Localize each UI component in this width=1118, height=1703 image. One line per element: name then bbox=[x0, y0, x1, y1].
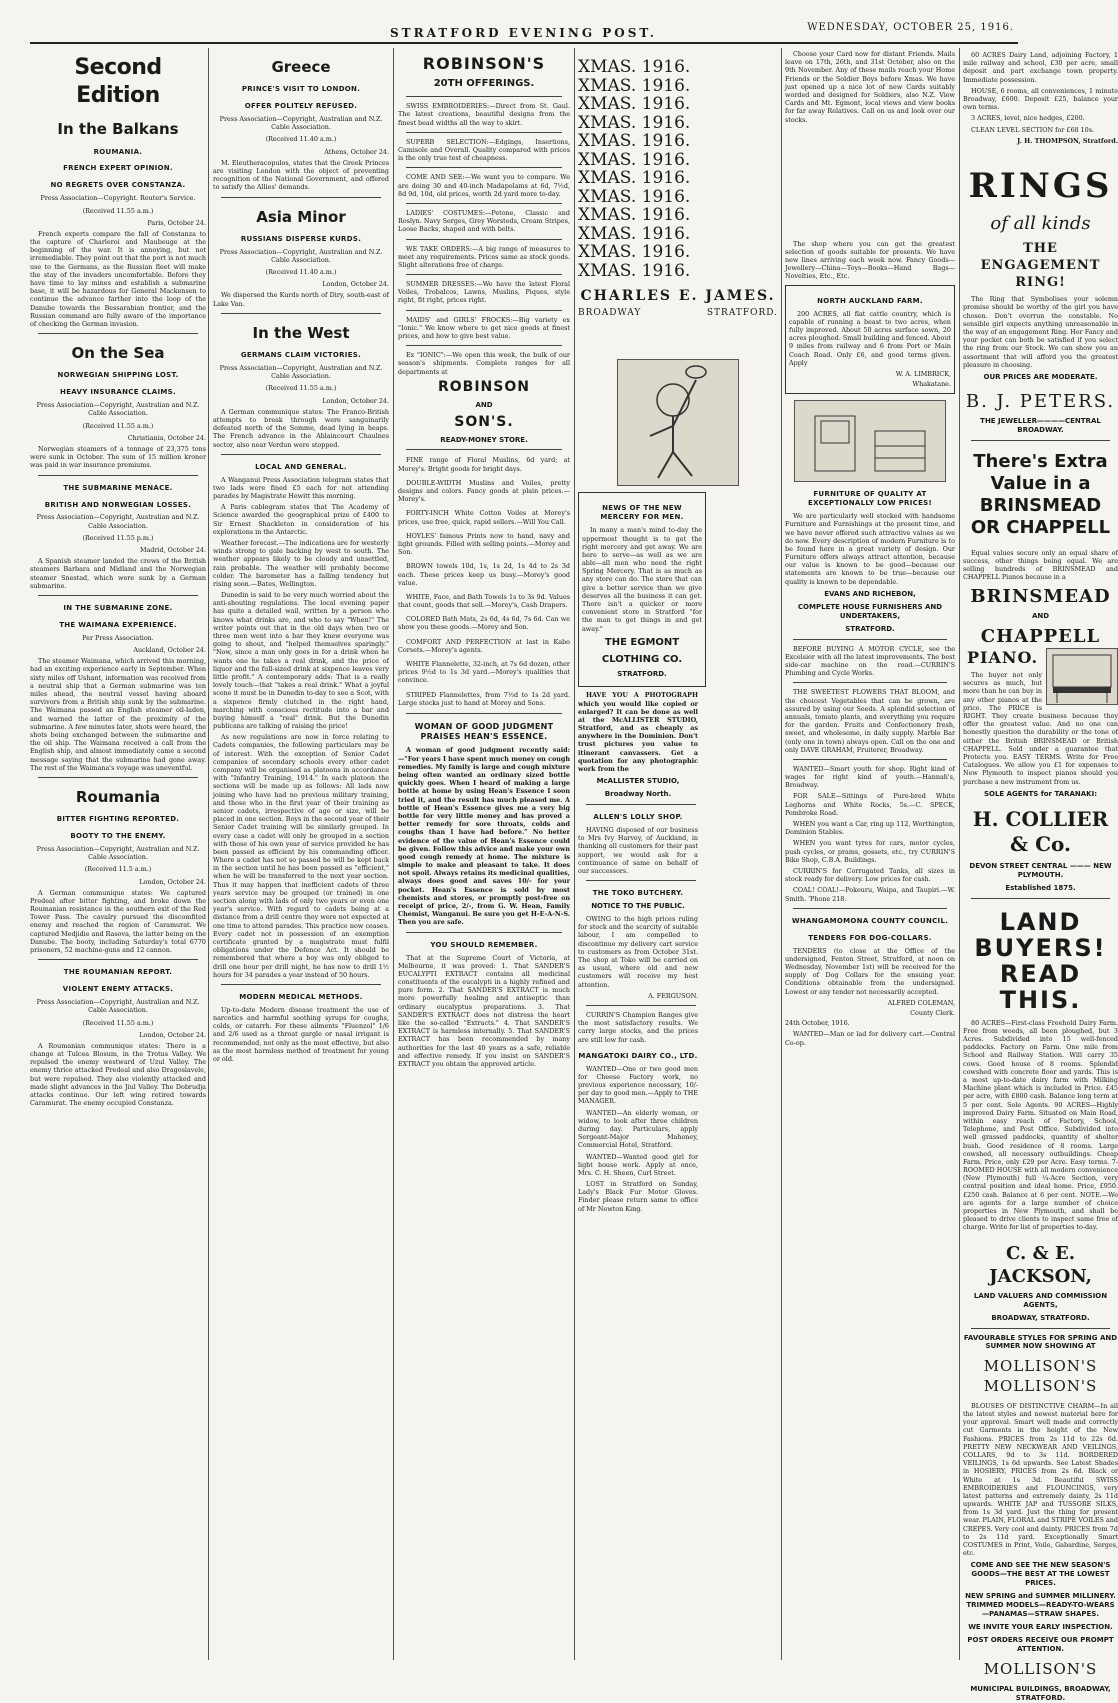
offerings-heading: 20TH OFFERINGS. bbox=[433, 78, 535, 90]
second-edition-heading: Second Edition bbox=[74, 55, 162, 109]
ad-paragraph: BLOUSES OF DISTINCTIVE CHARM—In all the latest styles and newest material here for your approval. Smart well made and correctly cut Garments in the height of the New Fashions. PRICES from 2s 11d to 22s 6d. PRETTY NEW NECKWEAR AND VEILINGS, COLLARS, 9d to 3s 11d. BORDERED VEILINGS, 1s 6d upwards. See Latest Shades in HOSIERY, PRICES from 2s 6d. Black or White at 1s 3d. Beautiful SWISS EMBROIDERIES and FLOUNCINGS, very latest patterns and extremely dainty, 2s 11d upwards. WHITE JAP and TUSSORE SILKS, from 1s 3d yard. Just the thing for present wear. PLAIN, FLORAL and STRIPE VOILES and CREPES. Very cool and dainty. PRICES from 7d to 2s 11d yard. Exceptionally Smart COSTUMES in Print, Voile, Gabardine, Serges, etc. bbox=[963, 1401, 1118, 1558]
morey-ad: COMFORT AND PERFECTION at last in Kabo Corsets.—Morey's agents. bbox=[398, 637, 570, 654]
subheading: OFFER POLITELY REFUSED. bbox=[244, 102, 358, 111]
issue-date: WEDNESDAY, OCTOBER 25, 1916. bbox=[807, 22, 1014, 33]
divider bbox=[793, 682, 947, 683]
divider bbox=[38, 959, 198, 960]
classified-ad: FOR SALE—Sittings of Pure-bred White Leghorns and White Rocks, 5s.—C. SPECK, Pembroke Road. bbox=[785, 792, 955, 817]
press-credit: Press Association—Copyright, Australian and N.Z. Cable Association. bbox=[219, 115, 383, 132]
xmas-line: XMAS. 1916. bbox=[578, 168, 691, 188]
xmas-line: XMAS. 1916. bbox=[578, 260, 691, 281]
jackson-description: LAND VALUERS AND COMMISSION AGENTS, bbox=[973, 1291, 1108, 1309]
mollisons-heading: MOLLISON'S MOLLISON'S bbox=[983, 1357, 1098, 1395]
classified-ad: WHEN you want a Car, ring up 112, Worthington, Dominion Stables. bbox=[785, 820, 955, 837]
classified-ad: WANTED—An elderly woman, or widow, to look after three children during day. Particulars, apply Sergeant-Major Mahoney, Commercial Hotel, Stratford. bbox=[578, 1108, 698, 1150]
divider bbox=[406, 96, 562, 97]
furniture-illustration bbox=[794, 400, 946, 482]
morey-ad: DOUBLE-WIDTH Muslins and Voiles, pretty designs and colors. Fancy goods at plain prices.—Morey's. bbox=[398, 478, 570, 504]
mollison-address: MUNICIPAL BUILDINGS, BROADWAY, STRATFORD. bbox=[970, 1685, 1111, 1703]
chappell-name: CHAPPELL bbox=[980, 625, 1101, 647]
robinson-name: ROBINSON bbox=[438, 378, 530, 395]
received-time: (Received 11.55 a.m.) bbox=[265, 384, 337, 393]
subheading: THE SUBMARINE MENACE. bbox=[63, 483, 173, 492]
evans-name: EVANS AND RICHEBON, bbox=[824, 589, 916, 598]
dateline: London, October 24. bbox=[139, 1030, 206, 1039]
ad-paragraph: The buyer not only secures as much, but more than he can buy in any other pianos at the price. The PRICE is RIGHT. They create business because they offer the greatest value. And no one can honestly question the durability or the tone of either the British BRINSMEAD or British CHAPPELL. Sold under a guarantee that Protects you. EASY TERMS. Write for Free Catalogues. We allow you £1 for expenses to New Plymouth to inspect pianos should you purchase a new instrument from us. bbox=[963, 671, 1118, 786]
divider bbox=[793, 759, 947, 760]
dancing-man-icon bbox=[618, 360, 738, 485]
xmas-line: XMAS. 1916. bbox=[578, 94, 691, 114]
classified-ad: CURRIN'S for Corrugated Tanks, all sizes in stock ready for delivery. Low prices for cash. bbox=[785, 866, 955, 884]
lolly-heading: ALLEN'S LOLLY SHOP. bbox=[593, 813, 683, 822]
subheading: BOOTY TO THE ENEMY. bbox=[70, 832, 166, 841]
classified-ad: COAL! COAL!—Pokeuru, Waipa, and Taupiri.—W. Smith. 'Phone 218. bbox=[785, 886, 955, 903]
article-paragraph: Weather forecast.—The indications are for westerly winds strong to gale backing by west to south. The weather appears likely to be cloudy and unsettled, rain probable. The weather will probably become colder. The barometer has a falling tendency but rising soon.—Bates, Wellington. bbox=[213, 538, 389, 588]
press-credit: Press Association—Copyright, Australian and N.Z. Cable Association. bbox=[36, 998, 200, 1015]
divider bbox=[793, 639, 947, 640]
press-credit: Press Association—Copyright, Australian and N.Z. Cable Association. bbox=[36, 844, 200, 862]
ad-paragraph: We are particularly well stocked with handsome Furniture and Furnishings at the present time, and we have never offered such attractive values as we do now. Every description of modern Furniture is to be found here in a great variety of design. Our Furniture offers always attract attention, because our value is known to be good—because our statements are known to be true—because our quality is known to be dependable. bbox=[785, 512, 955, 586]
column-war-news-1 bbox=[30, 48, 206, 1660]
broadway-label: BROADWAY bbox=[578, 307, 642, 318]
classified-ad: WANTED—Wanted good girl for light house work. Apply at once, Mrs. C. H. Sheen, Curl Street. bbox=[578, 1152, 698, 1177]
brinsmead-name: BRINSMEAD bbox=[970, 585, 1111, 607]
collier-address: DEVON STREET CENTRAL ——— NEW PLYMOUTH. bbox=[969, 861, 1112, 879]
ad-paragraph: SUMMER DRESSES:—We have the latest Floral Voiles, Trobalcos, Lawns, Muslins, Piques, style right, fit right, prices right. bbox=[398, 280, 570, 305]
tenders-heading: TENDERS FOR DOG-COLLARS. bbox=[808, 933, 932, 942]
asia-minor-heading: Asia Minor bbox=[256, 207, 346, 226]
divider bbox=[406, 274, 562, 275]
and-word: AND bbox=[475, 400, 493, 409]
evans-location: STRATFORD. bbox=[845, 624, 895, 633]
press-credit: Press Association—Copyright, Australian and N.Z. Cable Association. bbox=[219, 364, 383, 381]
furniture-icon bbox=[795, 401, 945, 481]
xmas-line: XMAS. 1916. bbox=[578, 149, 691, 170]
subheading: HEAVY INSURANCE CLAIMS. bbox=[60, 388, 176, 397]
divider bbox=[586, 1005, 696, 1006]
dateline: London, October 24. bbox=[139, 877, 206, 886]
divider bbox=[38, 475, 198, 476]
subheading: VIOLENT ENEMY ATTACKS. bbox=[62, 985, 174, 994]
subheading: MODERN MEDICAL METHODS. bbox=[239, 992, 363, 1001]
morey-ad: HOYLES' famous Prints now to hand, navy and light grounds. Filled with selling points.—Morey and Son. bbox=[398, 531, 570, 557]
studio-name: McALLISTER STUDIO, bbox=[596, 777, 680, 786]
received-time: (Received 11.55 a.m.) bbox=[82, 1018, 154, 1027]
jeweller-address: THE JEWELLER————CENTRAL BROADWAY. bbox=[980, 416, 1101, 434]
invite-line: WE INVITE YOUR EARLY INSPECTION. bbox=[968, 1623, 1113, 1632]
received-time: (Received 11.5 a.m.) bbox=[84, 865, 152, 874]
ad-paragraph: TENDERS (to close at the Office of the undersigned, Fenton Street, Stratford, at noon on Wednesday, November 1st) will be received for the supply of Dog Collars for the ensuing year. Conditions obtainable from the undersigned. Lowest or any tender not necessarily accepted. bbox=[785, 946, 955, 996]
divider bbox=[971, 898, 1110, 899]
column-war-news-2 bbox=[213, 48, 389, 1660]
xmas-cards-ad: Choose your Card now for distant Friends. Mails leave on 17th, 26th, and 31st October, also on the 9th November. Any of these mails reach your Home Friends or the Soldier Boys before Xmas. We have just opened up a nice lot of new Cards suitably worded and designed for Soldiers, also N.Z. View Cards and Mt. Egmont, local views and view books for far away Relatives. Call on us and look over our stocks. bbox=[785, 50, 955, 124]
morey-ad: COLORED Bath Mats, 2s 6d, 4s 6d, 7s 6d. Can we show you these goods.—Morey and Son. bbox=[398, 615, 570, 632]
classified-ad: BEFORE BUYING A MOTOR CYCLE, see the Excelsior with all the latest improvements. The best side-car machine on the road.—CURRIN'S Plumbing and Cycle Works. bbox=[785, 644, 955, 678]
classified-ad: 3 ACRES, level, nice hedges, £200. bbox=[971, 114, 1085, 123]
divider bbox=[221, 313, 381, 314]
subheading: BITTER FIGHTING REPORTED. bbox=[56, 815, 180, 824]
divider bbox=[406, 167, 562, 168]
whangamomona-heading: WHANGAMOMONA COUNTY COUNCIL. bbox=[791, 916, 949, 925]
divider bbox=[406, 132, 562, 133]
ad-paragraph: 200 ACRES, all flat cattle country, which is capable of running a beast to two acres, when fully improved. About 50 acres surface sown, 20 acres ploughed. Small building and fenced. About 9 miles from railway and 6 from Port or Main Coach Road. Only £6, and good terms given. Apply bbox=[789, 309, 951, 367]
mollison-name: MOLLISON'S bbox=[983, 1659, 1098, 1678]
divider bbox=[971, 440, 1110, 441]
newspaper-title: STRATFORD EVENING POST. bbox=[390, 26, 657, 40]
ad-paragraph: The Ring that Symbolises your solemn promise should be worthy of the girl you have chosen. Don't overrun the constable. No sensible girl expects anything unreasonable in the way of an engagement Ring. Her Fancy and your pocket can both be satisfied if you select the ring from our Stock. We can show you an assortment that will afford you the greatest pleasure in choosing. bbox=[963, 295, 1118, 369]
morey-ad: FORTY-INCH White Cotton Voiles at Morey's prices, use free, quick, rapid sellers.—Will You Call. bbox=[398, 509, 570, 526]
divider bbox=[406, 449, 562, 450]
column-display-ads bbox=[963, 48, 1118, 1703]
established-year: Established 1875. bbox=[1005, 883, 1076, 892]
subheading: BRITISH AND NORWEGIAN LOSSES. bbox=[44, 500, 192, 509]
column-divider bbox=[781, 48, 782, 1660]
press-credit: Press Association—Copyright, Australian and N.Z. Cable Association. bbox=[219, 247, 383, 264]
subheading: NORWEGIAN SHIPPING LOST. bbox=[57, 371, 179, 380]
furniture-heading: FURNITURE OF QUALITY AT EXCEPTIONALLY LOW PRICES! bbox=[807, 490, 933, 508]
subheading: GERMANS CLAIM VICTORIES. bbox=[240, 351, 362, 360]
divider bbox=[406, 239, 562, 240]
press-credit: Per Press Association. bbox=[82, 633, 154, 642]
press-credit: Press Association—Copyright, Australian and N.Z. Cable Association. bbox=[36, 401, 200, 418]
press-credit: Press Association—Copyright, Australian and N.Z. Cable Association. bbox=[36, 513, 200, 530]
received-time: (Received 11.40 a.m.) bbox=[265, 135, 337, 144]
ad-paragraph: Equal values secure only an equal share of success, other things being equal. We are selling hundreds of BRINSMEAD and CHAPPELL Pianos because in a bbox=[963, 548, 1118, 582]
remember-heading: YOU SHOULD REMEMBER. bbox=[430, 940, 538, 949]
robinsons-heading: ROBINSON'S bbox=[422, 54, 546, 73]
ad-paragraph: HAVE YOU A PHOTOGRAPH which you would like copied or enlarged? It can be done as well at the McALLISTER STUDIO, Stratford, and as cheaply as anywhere in the Dominion. Don't trust pictures you value to itinerant canvassers. Get a quotation for any photographic work from the bbox=[578, 691, 698, 773]
ad-paragraph: Ex "IONIC":—We open this week, the bulk of our season's shipments. Complete ranges for all departments at bbox=[398, 351, 570, 376]
read-this-line: READ THIS. bbox=[999, 959, 1082, 1014]
millinery-line: NEW SPRING and SUMMER MILLINERY. TRIMMED MODELS—READY-TO-WEARS—PANAMAS—STRAW SHAPES. bbox=[965, 1592, 1116, 1619]
masthead-rule bbox=[30, 42, 1018, 44]
divider bbox=[38, 333, 198, 334]
divider bbox=[406, 203, 562, 204]
classified-ad: WANTED—Man or lad for delivery cart.—Central Co-op. bbox=[785, 1030, 955, 1047]
collier-name: H. COLLIER & Co. bbox=[972, 806, 1109, 857]
divider bbox=[221, 454, 381, 455]
column-robinsons-ads bbox=[398, 48, 570, 1660]
column-divider bbox=[393, 48, 394, 1660]
jackson-name: C. & E. JACKSON, bbox=[989, 1242, 1092, 1287]
xmas-list bbox=[578, 58, 778, 280]
dateline: Madrid, October 24. bbox=[139, 546, 206, 555]
morey-ad: BROWN towels 10d, 1s, 1s 2d, 1s 4d to 2s 3d each. These prices keep us busy.—Morey's good value. bbox=[398, 562, 570, 587]
dateline: Paris, October 24. bbox=[147, 218, 206, 227]
divider bbox=[793, 908, 947, 909]
charles-james-shop-text: The shop where you can get the greatest selection of goods suitable for presents. We have new lines arriving each week now. Fancy Goods—Jewellery—China—Toys—Books—Hand Bags—Novelties, Etc., Etc. bbox=[785, 239, 955, 281]
classified-ad: 60 ACRES Dairy Land, adjoining Factory, 1 mile railway and school, £30 per acre, small deposit and part exchange town property. Immediate possession. bbox=[963, 51, 1118, 84]
egmont-name: THE EGMONT bbox=[604, 636, 680, 648]
peters-name: B. J. PETERS. bbox=[965, 390, 1116, 412]
divider bbox=[406, 310, 562, 311]
west-heading: In the West bbox=[252, 323, 350, 342]
ad-paragraph: SUPERB SELECTION:—Edgings, Insertions, Camisole and Overall. Quality compared with prices is the only true test of cheapness. bbox=[398, 137, 570, 163]
classified-ad: WHEN you want tyres for cars, motor cycles, push cycles, or prams, gossets, etc., try CURRIN'S Bike Shop, C.B.A. Buildings. bbox=[785, 839, 955, 864]
xmas-line: XMAS. 1916. bbox=[578, 112, 691, 133]
clothing-co-name: CLOTHING CO. bbox=[601, 653, 683, 665]
sons-name: SON'S. bbox=[454, 413, 514, 430]
xmas-line: XMAS. 1916. bbox=[578, 75, 691, 96]
morey-ad: STRIPED Flannelettes, from 7½d to 1s 2d yard. Large stocks just to hand at Morey and Sons. bbox=[398, 690, 570, 707]
classified-ad: HOUSE, 6 rooms, all conveniences, 1 minute Broadway, £600. Deposit £25, balance your own terms. bbox=[963, 86, 1118, 112]
xmas-line: XMAS. 1916. bbox=[578, 57, 691, 77]
notice-date: 24th October, 1916. bbox=[785, 1019, 850, 1028]
egmont-clothing-ad bbox=[578, 492, 706, 687]
notice-heading: NOTICE TO THE PUBLIC. bbox=[591, 902, 685, 911]
classified-ad: WANTED—Smart youth for shop. Right kind of wages for right kind of youth.—Hannah's, Broadway. bbox=[785, 764, 955, 790]
article-paragraph: M. Eleutheracopulos, states that the Greek Princes are visiting London with the object of preventing recognition of the National Government, and offered to satisfy the Allies' demands. bbox=[213, 158, 389, 192]
dateline: London, October 24. bbox=[322, 396, 389, 405]
received-time: (Received 11.55 a.m.) bbox=[82, 206, 154, 215]
xmas-line: XMAS. 1916. bbox=[578, 131, 691, 151]
roumania-heading: Roumania bbox=[75, 787, 161, 806]
received-time: (Received 11.55 a.m.) bbox=[82, 421, 154, 430]
piano-illustration bbox=[1046, 648, 1118, 705]
subheading: FRENCH EXPERT OPINION. bbox=[63, 164, 173, 173]
land-buyers-line: LAND BUYERS! bbox=[974, 907, 1107, 962]
divider bbox=[221, 197, 381, 198]
article-paragraph: A German communique states: The Franco-British attempts to break through were sanguinarily defeated north of the Somme, dead lying in heaps. The French advance in the Ablaincourt Chaulnes sector, also near Verdun were stopped. bbox=[213, 407, 389, 449]
agent-name: W. A. LIMBRICK, bbox=[895, 369, 951, 378]
greece-heading: Greece bbox=[271, 58, 331, 76]
sole-agents: SOLE AGENTS for TARANAKI: bbox=[983, 789, 1098, 798]
subheading: ROUMANIA. bbox=[93, 147, 143, 156]
article-paragraph: As new regulations are now in force relating to Cadets companies, the following particulars may be of interest. With the exception of Senior Cadet companies of secondary schools every other cadet company will be organised as platoons in accordance with "Infantry Training, 1914." In each platoon the sections will be made up as follows: All lads now joining who have had no previous military training, and those who in the first year of their training as senior cadets, irrespective of age or size, will be placed in one section. Boys in the second year of their Senior Cadet training will be similarly grouped. In every case a cadet will only be grouped in a section with those of his own year of service provided he has been passed as efficient by his commanding officer. Where a cadet has not so passed he will be kept back in the section until he has been passed as "efficient," when he will be transferred to the next year section. Thus it may happen that inefficient cadets of three years service may be grouped (or trained) in one section along with lads of only two years or even one year's service. With regard to cadets being at a distance from a drill centre they were not expected at one time to attend parades. This practice now ceases. Every cadet not in possession of an exemption certificate granted by a magistrate must fulfil obligations under the Defence Act. It should be remembered that where a boy was only obliged to drill one hour per drill night, he has now to drill 1½ hours for 34 parades a year instead of 50 hours. bbox=[213, 733, 389, 979]
morey-ad: WHITE Flannelette, 32-inch, at 7s 6d dozen, other prices 9½d to 1s 3d yard.—Morey's qualities that convince. bbox=[398, 660, 570, 685]
ad-paragraph: That at the Supreme Court of Victoria, at Melbourne, it was proved: 1. That SANDER'S EUCALYPTI EXTRACT contains all medicinal constituents of the eucalypti in a highly refined and pure form. 2. That SANDER'S EXTRACT is much more powerfully healing and antiseptic than ordinary eucalyptus preparations. 3. That SANDER'S EXTRACT does not distress the heart like the so-called "Extracts." 4. That SANDER'S EXTRACT is harmless internally. 5. That SANDER'S EXTRACT has been recommended by many authorities for the last 40 years as a safe, reliable and effective remedy. If you insist on SANDER'S EXTRACT you obtain the approved article. bbox=[398, 953, 570, 1068]
column-divider bbox=[959, 48, 960, 1660]
broadway-row bbox=[578, 308, 778, 320]
divider bbox=[406, 713, 562, 714]
classified-ad: CLEAN LEVEL SECTION for £68 10s. bbox=[971, 125, 1095, 134]
xmas-line: XMAS. 1916. bbox=[578, 242, 691, 262]
ad-paragraph: OWING to the high prices ruling for stock and the scarcity of suitable labour, I am compelled to discontinue my delivery cart service to customers as from October 31st. The shop at Toko will be carried on as usual, where old and new customers will receive my best attention. bbox=[578, 915, 698, 989]
xmas-line: XMAS. 1916. bbox=[578, 186, 691, 207]
column-divider bbox=[574, 48, 575, 1660]
classified-ad: CURRIN'S Champion Ranges give the most satisfactory results. We carry large stocks, and the prices are still low for cash. bbox=[578, 1010, 698, 1044]
divider bbox=[971, 1328, 1110, 1329]
extra-value-line-1: There's Extra Value in a bbox=[973, 450, 1108, 494]
balkans-heading: In the Balkans bbox=[57, 120, 179, 139]
favourable-heading: FAVOURABLE STYLES FOR SPRING AND SUMMER NOW SHOWING AT bbox=[963, 1333, 1118, 1351]
extra-value-heading bbox=[963, 451, 1118, 539]
press-credit: Press Association—Copyright. Reuter's Service. bbox=[40, 194, 196, 203]
subheading: PRINCE'S VISIT TO LONDON. bbox=[241, 85, 361, 94]
signature-title: County Clerk. bbox=[910, 1008, 955, 1017]
article-paragraph: Up-to-date Modern disease treatment the use of narcotics and harmful soothing syrups for coughs, colds, or catarrh. For these ailments "Fluenzol" 1/6 and 2/6 used as a throat gargle or nasal irrigant is recommended, not only as the most effective, but also as the most harmless method of treatment for young or old. bbox=[213, 1005, 389, 1063]
subheading: NO REGRETS OVER CONSTANZA. bbox=[50, 181, 186, 190]
article-paragraph: A Wanganui Press Association telegram states that two lads were fined £5 each for not attending parades by Magistrate Hewitt this morning. bbox=[213, 475, 389, 501]
dateline: Christiania, October 24. bbox=[127, 433, 206, 442]
ad-paragraph: SWISS EMBROIDERIES:—Direct from St. Gaul. The latest creations, beautiful designs from the finest bead widths all the way to skirt. bbox=[398, 102, 570, 127]
ad-paragraph: COME AND SEE:—We want you to compare. We are doing 30 and 40-inch Madapolams at 6d, 7½d, 8d 9d, 10d, old prices, worth 2d yard more to-day. bbox=[398, 173, 570, 198]
heans-essence-heading: WOMAN OF GOOD JUDGMENT PRAISES HEAN'S ESSENCE. bbox=[414, 721, 554, 742]
ad-paragraph: WE TAKE ORDERS:—A big range of measures to meet any requirements. Prices same as stock goods. Slight alterations free of charge. bbox=[398, 244, 570, 269]
land-buyers-heading bbox=[963, 909, 1118, 1013]
masthead bbox=[0, 0, 1114, 44]
moderate-prices: OUR PRICES ARE MODERATE. bbox=[983, 372, 1098, 381]
article-paragraph: The steamer Waimana, which arrived this morning, had an exciting experience early in September. When sixty miles off Ushant, information was received from a neutral ship that a German submarine was ten miles ahead, the neutral vessel having aboard survivors from a British ship sunk by the submarine. The Waimana passed an English steamer oil-laden, and warned the latter of the proximity of the submarine. A few minutes later, shots were heard, the shots being exchanged between the submarine and the oil ship. The Waimana received a call from the English ship, and almost immediately came a second message saying that the submarine had gone away. The rest of the Waimana's voyage was uneventful. bbox=[30, 657, 206, 772]
morey-ad: WHITE, Face, and Bath Towels 1s to 3s 9d. Values that count, goods that sell.—Morey's, Cash Drapers. bbox=[398, 592, 570, 610]
toko-butchery-ad bbox=[578, 889, 698, 1000]
come-and-see: COME AND SEE THE NEW SEASON'S GOODS—THE BEST AT THE LOWEST PRICES. bbox=[970, 1561, 1111, 1588]
divider bbox=[38, 777, 198, 778]
on-sea-heading: On the Sea bbox=[71, 344, 165, 363]
article-paragraph: A Paris cablegram states that The Academy of Science awarded the geographical prize of £400 to Sir Ernest Shackleton in consideration of his explorations in the Antarctic. bbox=[213, 503, 389, 536]
divider bbox=[38, 595, 198, 596]
article-paragraph: French experts compare the fall of Constanza to the capture of Charleroi and Maubeuge at the beginning of the war. It is annoying, but not irremediable. They point out that the port is not much use to the Germans, as the Russian fleet will make the stay of the invaders uncomfortable. Before they have time to lay mines and establish a submarine base, it will be hazardous for General Mackensen to continue the advance farther into the loop of the Danube towards the Bessarabian frontier, and the Russian command are fully aware of the importance of checking the German invasion. bbox=[30, 229, 206, 328]
mercery-heading: NEWS OF THE NEW MERCERY FOR MEN. bbox=[600, 504, 684, 522]
ad-paragraph: A woman of good judgment recently said:—"For years I have spent much money on cough remedies. My family is large and cough mixture being often wanted an ordinary sized bottle quickly goes. When I heard of making a large bottle at home by using Hean's Essence I soon tried it, and the result has much pleased me. A bottle of Hean's Essence gives me a very big bottle for very little money and has proved a better remedy for sore throats, colds and coughs than I have had before." No better evidence of the value of Hean's Essence could be given. Follow this advice and make your own good cough remedy at home. The mixture is simple to make and pleasant to take. It does not spoil. Always retains its medicinal qualities, always does good and saves 10/- for your pocket. Hean's Essence is sold by most chemists and stores, or promptly post-free on receipt of price, 2/-, from G. W. Hean, Family Chemist, Wanganui. Be sure you get H-E-A-N-S. Then you are safe. bbox=[398, 746, 570, 927]
ad-paragraph: LADIES' COSTUMES:—Petone, Classic and Roslyn. Navy Serges, Grey Worsteds, Cream Stripes, Loose Backs, shaped and with belts. bbox=[398, 208, 570, 234]
toko-heading: THE TOKO BUTCHERY. bbox=[592, 889, 684, 898]
divider bbox=[221, 984, 381, 985]
article-paragraph: Dunedin is said to be very much worried about the anti-shouting regulations. The local evening paper has quite a detailed wail, written by a person who knows what drinks are, and who to say "When!" The writer points out that in the old days when two or three men went into a bar they knew everyone was going to shout, and "helped themselves sparingly." "Now, since a man only goes in for a drink when he wants one he takes a real drink, and the price of liquor and the full-sized drink at sixpence leaves very little profit." A contemporary adds: That is a really lovely touch—that "takes a real drink." What a joyful scene it must be in Dunedin to-day to see a Scot, with a sixpence firmly clutched in the right hand, marching with conscious rectitude into a bar and buying himself a "real" drink. But the Dunedin publicans are talking of raising the price! bbox=[213, 591, 389, 731]
stratford-label: STRATFORD. bbox=[706, 307, 778, 318]
north-farm-heading: NORTH AUCKLAND FARM. bbox=[817, 296, 923, 305]
dancing-man-illustration bbox=[617, 359, 739, 486]
rings-heading: RINGS bbox=[968, 165, 1113, 206]
agent-name: J. H. THOMPSON, Stratford. bbox=[1017, 136, 1118, 145]
ad-paragraph: 80 ACRES—First-class Freehold Dairy Farm. Free from weeds, all been ploughed, but 3 Acres. Subdivided into 15 well-fenced paddocks. Factory on Farm. One mile from School and Railway Station. Will carry 35 cows. Good house of 8 rooms. Splendid cowshed with concrete floor and yards. This is a most up-to-date dairy farm with Milking Machine plant which is included in Price. £45 per acre, with £800 cash. Balance long term at 5 per cent. Sole Agents. 90 ACRES—Highly improved Dairy Farm. Situated on Main Road, within easy reach of Factory, School, Telephone, and Post Office. Subdivided into well grassed paddocks, quantity of shelter bush. Good residence of 8 rooms. Large cowshed, all necessary outbuildings. Cheap Farm. Price, only £29 per Acre. Easy terms. 7-ROOMED HOUSE with all modern convenience (New Plymouth) full ¼-Acre Section, very central position and ideal home. Price, £950. £250 cash. Balance at 6 per cent. NOTE.—We are agents for a large number of choice properties in New Plymouth, and shall be pleased to drive clients to inspect same free of charge. Write for list of properties to-day. bbox=[963, 1018, 1118, 1232]
column-divider bbox=[208, 48, 209, 1660]
north-auckland-farm-ad bbox=[785, 285, 955, 395]
dateline: Athens, October 24. bbox=[324, 147, 389, 156]
evans-description: COMPLETE HOUSE FURNISHERS AND UNDERTAKERS, bbox=[797, 602, 943, 620]
article-paragraph: A Spanish steamer landed the crews of the British steamers Barbara and Midland and the Norwegian steamer Snestad, which were sunk by a German submarine. bbox=[30, 557, 206, 590]
subheading: RUSSIANS DISPERSE KURDS. bbox=[240, 234, 362, 243]
column-local-ads bbox=[785, 48, 955, 1660]
xmas-line: XMAS. 1916. bbox=[578, 223, 691, 244]
received-time: (Received 11.40 a.m.) bbox=[265, 268, 337, 277]
subheading: THE WAIMANA EXPERIENCE. bbox=[59, 620, 177, 629]
ready-money-store: READY-MONEY STORE. bbox=[440, 435, 528, 444]
charles-james-name: CHARLES E. JAMES. bbox=[580, 288, 776, 304]
subheading: THE ROUMANIAN REPORT. bbox=[63, 968, 173, 977]
extra-value-line-2: BRINSMEAD OR CHAPPELL bbox=[970, 494, 1111, 538]
classified-ad: LOST in Stratford on Sunday, Lady's Black Fur Motor Gloves. Finder please return same to office of Mr Newton King. bbox=[578, 1180, 698, 1213]
morey-ad: FINE range of Floral Muslins, 6d yard; at Morey's. Bright goods for bright days. bbox=[398, 456, 570, 473]
allens-lolly-ad bbox=[578, 813, 698, 875]
divider bbox=[586, 880, 696, 881]
classified-ad: WANTED—One or two good men for Cheese Factory work, no previous experience necessary, 10/- per day to good men.—Apply to THE MANAGER. bbox=[578, 1064, 698, 1106]
divider bbox=[406, 345, 562, 346]
article-paragraph: A German communique states: We captured Predeal after bitter fighting, and broke down the Roumanian resistance in the southern exit of the Red Tower Pass. The cavalry pursued the discomfited enemy and reached the region of Caramurat. We captured Medjidie and Rasova, the latter being on the Danube. The booty, including Saturday's total 6770 prisoners, 52 machine-guns and 12 cannon. bbox=[30, 888, 206, 955]
piano-icon bbox=[1047, 649, 1117, 704]
ad-paragraph: HAVING disposed of our business to Mrs Ivy Harvey, of Auckland, in thanking all customers for their past support, we would ask for a continuance of same on behalf of our successors. bbox=[578, 826, 698, 875]
ad-paragraph: In many a man's mind to-day the uppermost thought is to get the right mercery and get away. We are here to serve—as well as we are able—all men who need the right Spring Mercery. That is as much as any store can do. The store that can give a better service than we give deserves all the business it can get. There isn't a quicker or more convenient store in Stratford "for the man to get things in and get away." bbox=[582, 526, 702, 633]
article-paragraph: We dispersed the Kurds north of Diry, south-east of Lake Van. bbox=[213, 291, 389, 308]
ad-paragraph: MAIDS' and GIRLS' FROCKS:—Big variety ex "Ionic." We know where to get nice goods at finest prices, and how to give best value. bbox=[398, 315, 570, 341]
article-paragraph: A Roumanian communique states: There is a change at Tulcea Blosum, in the Trotus Valley. We repulsed the enemy westward of Uzul Valley. The enemy thrice attacked Predeal and also Dragoslavele, but were repulsed. They also violently attacked and made slight advances in the Jiul Valley. The Dobrudja attacks continue. Our left wing retired towards Caramurat. The enemy occupied Constanza. bbox=[30, 1041, 206, 1108]
received-time: (Received 11.55 p.m.) bbox=[82, 533, 154, 542]
local-general-heading: LOCAL AND GENERAL. bbox=[255, 462, 347, 471]
jackson-address: BROADWAY, STRATFORD. bbox=[991, 1313, 1090, 1322]
egmont-location: STRATFORD. bbox=[617, 670, 667, 679]
agent-location: Whakatane. bbox=[912, 380, 951, 389]
mcallister-ad bbox=[578, 691, 698, 799]
xmas-line: XMAS. 1916. bbox=[578, 205, 691, 225]
mangatoki-heading: MANGATOKI DAIRY CO., LTD. bbox=[578, 1051, 698, 1060]
divider bbox=[406, 932, 562, 933]
column-xmas-ads bbox=[578, 48, 778, 1660]
classified-ad: THE SWEETEST FLOWERS THAT BLOOM, and the choicest Vegetables that can be grown, are assured by using our Seeds. A splendid selection of annuals, tomato plants, and everything you require for the garden. Fruits and Confectionery fresh, sweet, and wholesome, in daily supply. Marble Bar (only one in town) always open. Call on the one and only DAVE GRAHAM, Fruiterer, Broadway. bbox=[785, 688, 955, 754]
dateline: Auckland, October 24. bbox=[133, 646, 206, 655]
post-orders-line: POST ORDERS RECEIVE OUR PROMPT ATTENTION. bbox=[967, 1636, 1114, 1653]
subheading: IN THE SUBMARINE ZONE. bbox=[63, 603, 173, 612]
studio-address: Broadway North. bbox=[604, 790, 672, 799]
engagement-heading: THE ENGAGEMENT RING! bbox=[980, 241, 1101, 290]
and-word: AND bbox=[1031, 611, 1050, 620]
dateline: London, October 24. bbox=[322, 280, 389, 289]
divider bbox=[586, 804, 696, 805]
article-paragraph: Norwegian steamers of a tonnage of 23,375 tons were sunk in October. The sum of 15 million kroner was paid in war insurance premiums. bbox=[30, 445, 206, 470]
rings-subheading: of all kinds bbox=[990, 213, 1091, 235]
signature: A. FERGUSON. bbox=[648, 991, 698, 1000]
signature: ALFRED COLEMAN, bbox=[887, 998, 955, 1007]
piano-word: PIANO. bbox=[966, 647, 1039, 667]
